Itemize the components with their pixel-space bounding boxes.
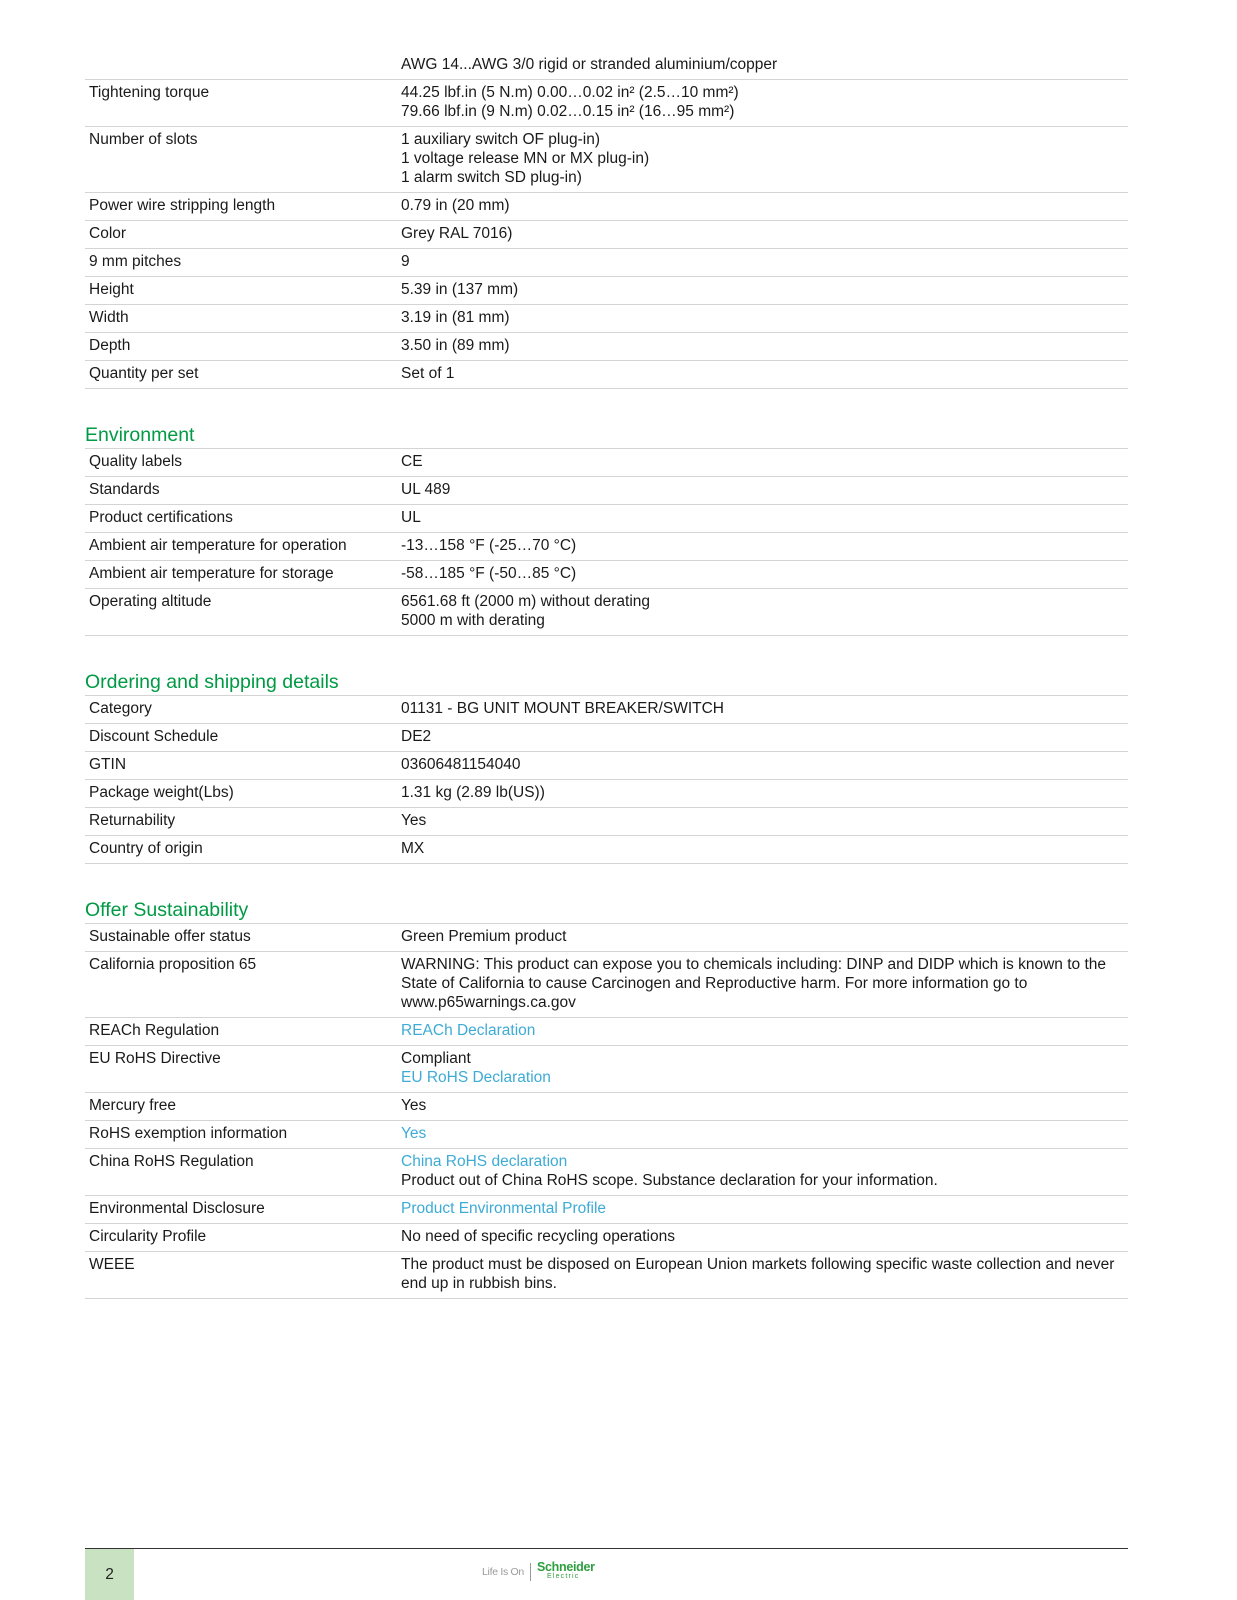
spec-label: Mercury free [85, 1093, 394, 1121]
page-number: 2 [85, 1549, 134, 1600]
value-line: 5000 m with derating [401, 612, 545, 629]
spec-row [85, 361, 1128, 389]
spec-label: GTIN [85, 752, 394, 780]
spec-row [85, 952, 1128, 1018]
value-line: 1.31 kg (2.89 lb(US)) [401, 784, 545, 801]
spec-value [394, 305, 1128, 333]
spec-row [85, 80, 1128, 127]
spec-value [394, 589, 1128, 636]
value-line: 03606481154040 [401, 756, 521, 773]
spec-row [85, 1018, 1128, 1046]
spec-table-continued [85, 52, 1128, 389]
spec-row [85, 1121, 1128, 1149]
spec-label: Tightening torque [85, 80, 394, 127]
value-line: Yes [401, 1097, 427, 1114]
value-line: 1 auxiliary switch OF plug-in) [401, 131, 600, 148]
document-link[interactable]: EU RoHS Declaration [401, 1069, 551, 1086]
spec-row [85, 752, 1128, 780]
value-line: 1 alarm switch SD plug-in) [401, 169, 582, 186]
spec-value [394, 1046, 1128, 1093]
value-line: 0.79 in (20 mm) [401, 197, 510, 214]
spec-label: 9 mm pitches [85, 249, 394, 277]
spec-value [394, 752, 1128, 780]
spec-row [85, 808, 1128, 836]
sections-container [85, 423, 1128, 1299]
spec-value [394, 505, 1128, 533]
spec-value [394, 724, 1128, 752]
spec-label: California proposition 65 [85, 952, 394, 1018]
tagline: Life Is On [482, 1566, 524, 1578]
spec-row [85, 836, 1128, 864]
spec-row [85, 249, 1128, 277]
value-line: 79.66 lbf.in (9 N.m) 0.02…0.15 in² (16…95 mm²) [401, 103, 735, 120]
spec-value [394, 1149, 1128, 1196]
document-link[interactable]: China RoHS declaration [401, 1153, 568, 1170]
value-line: 9 [401, 253, 410, 270]
spec-value [394, 1196, 1128, 1224]
value-line: MX [401, 840, 425, 857]
spec-value [394, 952, 1128, 1018]
spec-label: Package weight(Lbs) [85, 780, 394, 808]
value-line: AWG 14...AWG 3/0 rigid or stranded aluminium/copper [401, 56, 778, 73]
spec-row [85, 305, 1128, 333]
spec-row [85, 1252, 1128, 1299]
spec-value [394, 333, 1128, 361]
spec-label: WEEE [85, 1252, 394, 1299]
value-line: Product out of China RoHS scope. Substance declaration for your information. [401, 1172, 938, 1189]
spec-label: Power wire stripping length [85, 193, 394, 221]
spec-value [394, 449, 1128, 477]
value-line: Compliant [401, 1050, 471, 1067]
spec-label: China RoHS Regulation [85, 1149, 394, 1196]
spec-label: Height [85, 277, 394, 305]
spec-label: Standards [85, 477, 394, 505]
spec-label: Color [85, 221, 394, 249]
spec-value [394, 277, 1128, 305]
value-line: The product must be disposed on European Union markets following specific waste collection and never end up in rubbish bins. [401, 1256, 1115, 1292]
value-line: No need of specific recycling operations [401, 1228, 675, 1245]
section-title: Ordering and shipping details [85, 671, 339, 693]
spec-row [85, 696, 1128, 724]
spec-row [85, 221, 1128, 249]
value-line: UL [401, 509, 421, 526]
spec-label: Ambient air temperature for operation [85, 533, 394, 561]
document-link[interactable]: Yes [401, 1125, 427, 1142]
spec-value [394, 361, 1128, 389]
spec-label [85, 52, 394, 80]
spec-row [85, 449, 1128, 477]
spec-value [394, 780, 1128, 808]
section [85, 670, 1128, 864]
spec-label: Depth [85, 333, 394, 361]
spec-label: Quantity per set [85, 361, 394, 389]
spec-value [394, 1252, 1128, 1299]
spec-row [85, 333, 1128, 361]
spec-value [394, 477, 1128, 505]
brand-name: Schneider [536, 1560, 595, 1574]
spec-label: Product certifications [85, 505, 394, 533]
spec-label: Number of slots [85, 127, 394, 193]
spec-value [394, 193, 1128, 221]
spec-row [85, 505, 1128, 533]
spec-value [394, 836, 1128, 864]
spec-label: Sustainable offer status [85, 924, 394, 952]
spec-row [85, 127, 1128, 193]
spec-value [394, 924, 1128, 952]
spec-row [85, 277, 1128, 305]
value-line: 6561.68 ft (2000 m) without derating [401, 593, 651, 610]
spec-row [85, 589, 1128, 636]
document-link[interactable]: Product Environmental Profile [401, 1200, 607, 1217]
spec-value [394, 1093, 1128, 1121]
section [85, 423, 1128, 636]
spec-label: Quality labels [85, 449, 394, 477]
value-line: 5.39 in (137 mm) [401, 281, 519, 298]
brand-logo [482, 1562, 595, 1582]
spec-row [85, 1149, 1128, 1196]
footer-divider [85, 1548, 1128, 1549]
spec-row [85, 1224, 1128, 1252]
spec-value [394, 808, 1128, 836]
value-line: 1 voltage release MN or MX plug-in) [401, 150, 650, 167]
brand-sub: Electric [546, 1573, 580, 1580]
spec-label: Width [85, 305, 394, 333]
spec-label: REACh Regulation [85, 1018, 394, 1046]
spec-row [85, 1196, 1128, 1224]
spec-label: Circularity Profile [85, 1224, 394, 1252]
spec-value [394, 533, 1128, 561]
value-line: -13…158 °F (-25…70 °C) [401, 537, 577, 554]
section-title: Offer Sustainability [85, 899, 249, 921]
document-link[interactable]: REACh Declaration [401, 1022, 536, 1039]
spec-row [85, 561, 1128, 589]
value-line: -58…185 °F (-50…85 °C) [401, 565, 577, 582]
spec-label: EU RoHS Directive [85, 1046, 394, 1093]
spec-row [85, 1046, 1128, 1093]
value-line: DE2 [401, 728, 432, 745]
logo-divider [530, 1563, 531, 1581]
section-title: Environment [85, 424, 195, 446]
spec-table [85, 448, 1128, 636]
spec-label: Discount Schedule [85, 724, 394, 752]
spec-label: Country of origin [85, 836, 394, 864]
spec-table [85, 923, 1128, 1299]
spec-value [394, 561, 1128, 589]
spec-row [85, 193, 1128, 221]
spec-label: Operating altitude [85, 589, 394, 636]
spec-value [394, 1121, 1128, 1149]
spec-label: RoHS exemption information [85, 1121, 394, 1149]
schneider-logo-icon [537, 1562, 595, 1582]
spec-value [394, 127, 1128, 193]
spec-label: Category [85, 696, 394, 724]
spec-label: Environmental Disclosure [85, 1196, 394, 1224]
spec-value [394, 80, 1128, 127]
value-line: CE [401, 453, 423, 470]
spec-value [394, 249, 1128, 277]
spec-value [394, 221, 1128, 249]
spec-row [85, 724, 1128, 752]
value-line: Grey RAL 7016) [401, 225, 513, 242]
spec-row [85, 780, 1128, 808]
datasheet-page [85, 52, 1128, 1299]
spec-value [394, 696, 1128, 724]
spec-row [85, 533, 1128, 561]
value-line: 3.19 in (81 mm) [401, 309, 510, 326]
spec-table [85, 695, 1128, 864]
spec-row [85, 52, 1128, 80]
spec-row [85, 924, 1128, 952]
spec-row [85, 1093, 1128, 1121]
spec-value [394, 1224, 1128, 1252]
value-line: UL 489 [401, 481, 451, 498]
spec-label: Ambient air temperature for storage [85, 561, 394, 589]
spec-value [394, 52, 1128, 80]
value-line: 01131 - BG UNIT MOUNT BREAKER/SWITCH [401, 700, 724, 717]
spec-row [85, 477, 1128, 505]
section [85, 898, 1128, 1299]
value-line: Set of 1 [401, 365, 455, 382]
value-line: 3.50 in (89 mm) [401, 337, 510, 354]
value-line: Yes [401, 812, 427, 829]
value-line: Green Premium product [401, 928, 567, 945]
spec-value [394, 1018, 1128, 1046]
value-line: 44.25 lbf.in (5 N.m) 0.00…0.02 in² (2.5…10 mm²) [401, 84, 739, 101]
value-line: WARNING: This product can expose you to chemicals including: DINP and DIDP which is known to the State of California to cause Carcinogen and Reproductive harm. For more information go to www.p65warnings.ca.gov [401, 956, 1107, 1011]
spec-label: Returnability [85, 808, 394, 836]
